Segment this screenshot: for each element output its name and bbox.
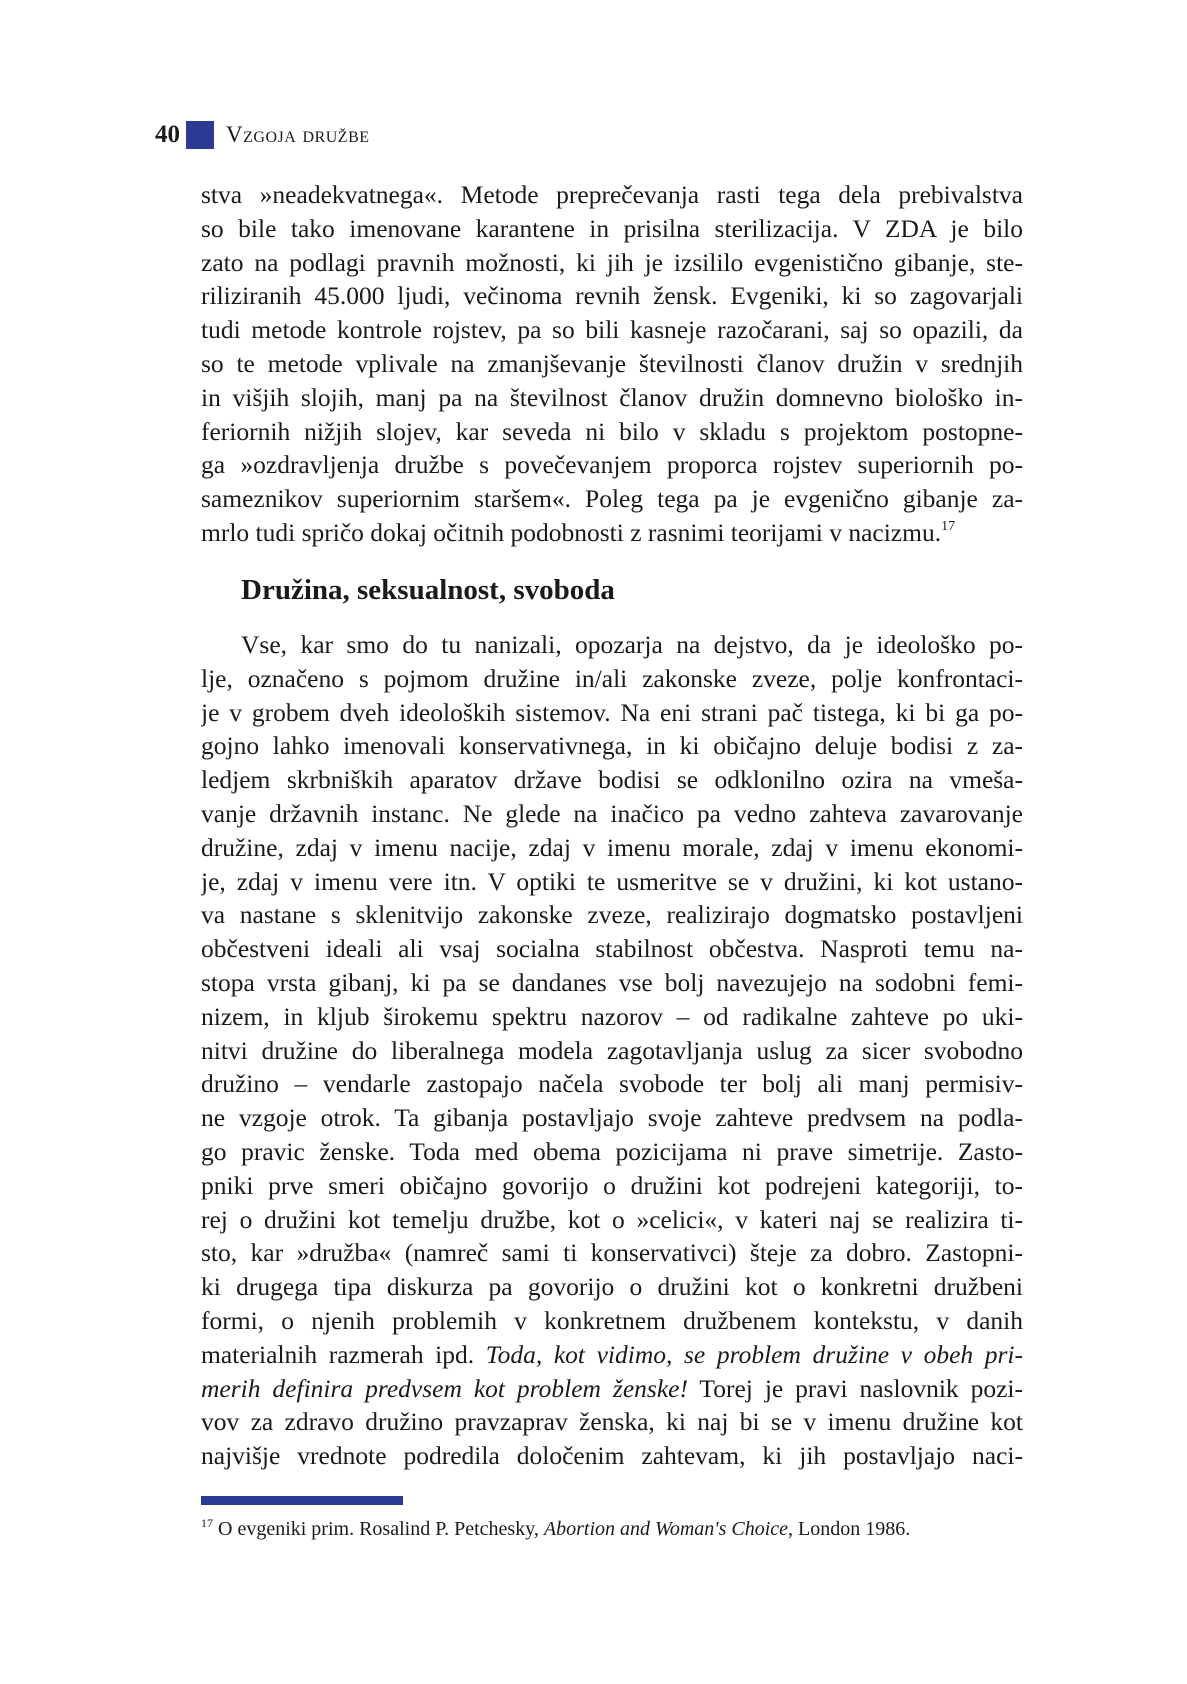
footnote-text: O evgeniki prim. Rosalind P. Petchesky, xyxy=(213,1518,544,1540)
text-line: pniki prve smeri običajno govorijo o družini kot podrejeni kategoriji, to- xyxy=(201,1170,1023,1200)
footnote-book-title: Abortion and Woman's Choice xyxy=(543,1518,788,1540)
text-line: rej o družini kot temelju družbe, kot o »celici«, v kateri naj se realizira ti- xyxy=(201,1204,1023,1234)
text-line: stopa vrsta gibanj, ki pa se dandanes vse bolj navezujejo na sodobni femi- xyxy=(201,967,1023,997)
text-line: nitvi družine do liberalnega modela zagotavljanja uslug za sicer svobodno xyxy=(201,1035,1023,1065)
text-line: zato na podlagi pravnih možnosti, ki jih je izsililo evgenistično gibanje, ste- xyxy=(201,247,1023,277)
text-line-first: Vse, kar smo do tu nanizali, opozarja na dejstvo, da je ideološko po- xyxy=(241,630,1023,659)
intro-paragraph xyxy=(201,178,1023,550)
text-line: občestveni ideali ali vsaj socialna stabilnost občestva. Nasproti temu na- xyxy=(201,934,1023,964)
text-line: je v grobem dveh ideoloških sistemov. Na eni strani pač tistega, ki bi ga po- xyxy=(201,697,1023,727)
text-line: riliziranih 45.000 ljudi, večinoma revnih žensk. Evgeniki, ki so zagovarjali xyxy=(201,281,1023,311)
text-line: stva »neadekvatnega«. Metode preprečevanja rasti tega dela prebivalstva xyxy=(201,180,1023,209)
text-line: najvišje vrednote podredila določenim zahtevam, ki jih postavljajo naci- xyxy=(201,1441,1023,1471)
chapter-marker-square xyxy=(186,121,214,149)
text-line: gojno lahko imenovali konservativnega, in ki običajno deluje bodisi z za- xyxy=(201,731,1023,761)
footnote xyxy=(201,1516,910,1542)
running-head xyxy=(155,120,370,150)
text-line: sameznikov superiornim staršem«. Poleg tega pa je evgenično gibanje za- xyxy=(201,484,1023,514)
text-line: je, zdaj v imenu vere itn. V optiki te usmeritve se v družini, ki kot ustano- xyxy=(201,866,1023,896)
footnote-number: 17 xyxy=(201,1516,213,1530)
text-line: ki drugega tipa diskurza pa govorijo o družini kot o konkretni družbeni xyxy=(201,1272,1023,1302)
text-line-mixed xyxy=(201,1338,1023,1372)
running-head-title: Vzgoja družbe xyxy=(226,122,370,147)
text-line: lje, označeno s pojmom družine in/ali zakonske zveze, polje konfrontaci- xyxy=(201,663,1023,693)
text-segment: Torej je pravi naslovnik pozi- xyxy=(687,1373,1023,1403)
text-line: družino – vendarle zastopajo načela svobode ter bolj ali manj permisiv- xyxy=(201,1069,1023,1099)
main-paragraph xyxy=(201,628,1023,1473)
text-segment: materialnih razmerah ipd. xyxy=(201,1339,486,1369)
footnote-reference[interactable]: 17 xyxy=(941,518,956,534)
footnote-separator-rule xyxy=(201,1496,403,1505)
text-line: va nastane s sklenitvijo zakonske zveze, realizirajo dogmatsko postavljeni xyxy=(201,900,1023,930)
text-line-content: mrlo tudi spričo dokaj očitnih podobnosti z rasnimi teorijami v nacizmu. xyxy=(201,517,942,547)
text-line: nizem, in kljub širokemu spektru nazorov – od radikalne zahteve po uki- xyxy=(201,1001,1023,1031)
text-line: družine, zdaj v imenu nacije, zdaj v imenu morale, zdaj v imenu ekonomi- xyxy=(201,832,1023,862)
text-line: in višjih slojih, manj pa na številnost članov družin domnevno biološko in- xyxy=(201,382,1023,412)
text-line: tudi metode kontrole rojstev, pa so bili kasneje razočarani, saj so opazili, da xyxy=(201,315,1023,345)
text-line: ledjem skrbniških aparatov države bodisi se odklonilno ozira na vmeša- xyxy=(201,765,1023,795)
text-line: feriornih nižjih slojev, kar seveda ni bilo v skladu s projektom postopne- xyxy=(201,416,1023,446)
text-line: vov za zdravo družino pravzaprav ženska, ki naj bi se v imenu družine kot xyxy=(201,1407,1023,1437)
text-line: formi, o njenih problemih v konkretnem družbenem kontekstu, v danih xyxy=(201,1305,1023,1335)
text-line: ga »ozdravljenja družbe s povečevanjem proporca rojstev superiornih po- xyxy=(201,450,1023,480)
footnote-text-end: , London 1986. xyxy=(788,1518,911,1540)
text-line: so bile tako imenovane karantene in prisilna sterilizacija. V ZDA je bilo xyxy=(201,213,1023,243)
emphasis-segment: merih definira predvsem kot problem ženske! xyxy=(201,1373,688,1403)
text-line: so te metode vplivale na zmanjševanje številnosti članov družin v srednjih xyxy=(201,348,1023,378)
text-line: vanje državnih instanc. Ne glede na inačico pa vedno zahteva zavarovanje xyxy=(201,798,1023,828)
text-line: go pravic ženske. Toda med obema pozicijama ni prave simetrije. Zasto- xyxy=(201,1136,1023,1166)
text-line: ne vzgoje otrok. Ta gibanja postavljajo svoje zahteve predvsem na podla- xyxy=(201,1103,1023,1133)
page-number: 40 xyxy=(155,121,180,148)
text-line-mixed xyxy=(201,1372,1023,1406)
section-heading: Družina, seksualnost, svoboda xyxy=(241,574,615,606)
text-line: sto, kar »družba« (namreč sami ti konservativci) šteje za dobro. Zastopni- xyxy=(201,1238,1023,1268)
text-line-last xyxy=(201,516,1023,550)
emphasis-segment: Toda, kot vidimo, se problem družine v obeh pri- xyxy=(485,1339,1023,1369)
